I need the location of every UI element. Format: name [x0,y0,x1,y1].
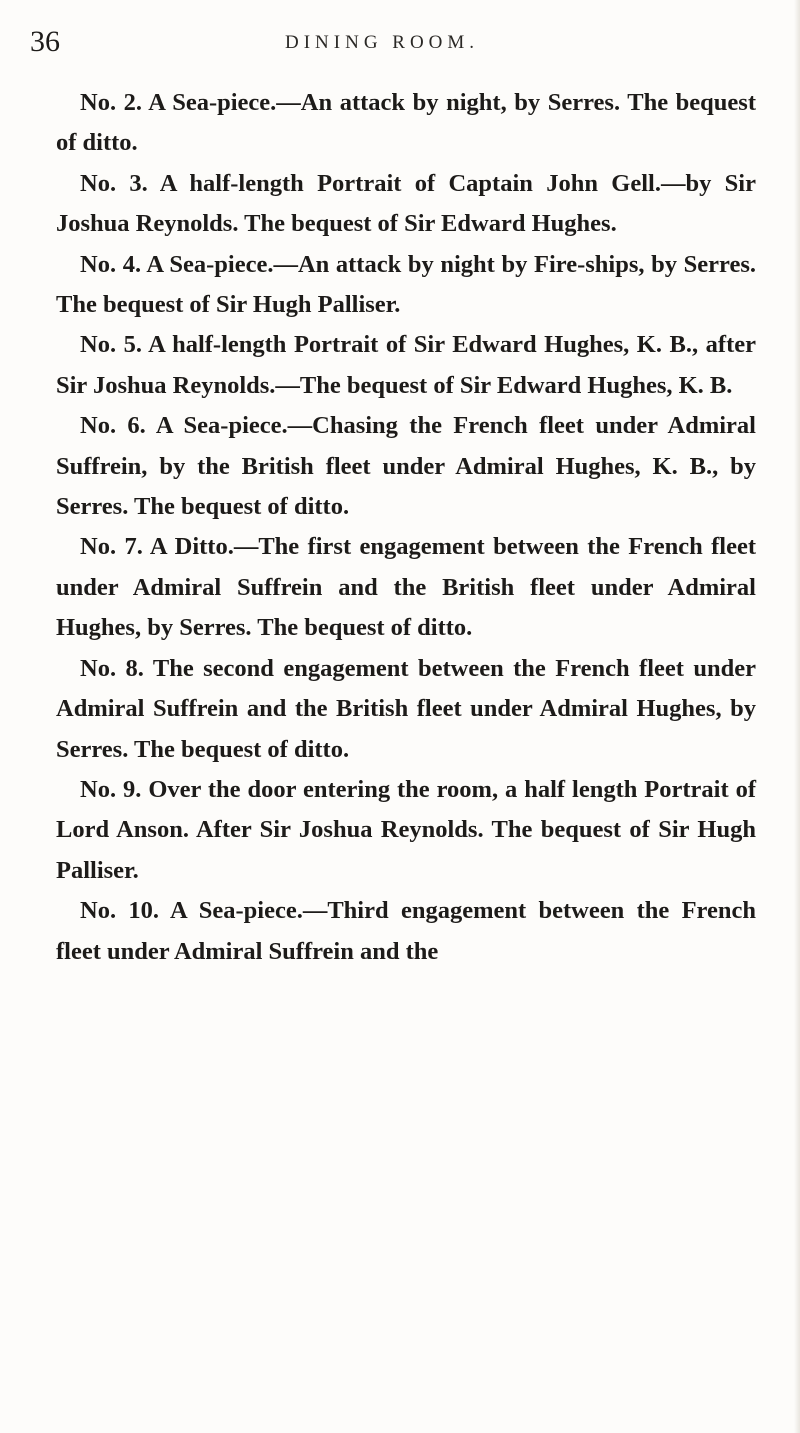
entry-text: No. 6. A Sea-piece.—Chasing the French fleet under Admiral Suffrein, by the British fleet under Admiral Hughes, K. B., by Serres. The bequest of ditto. [56,412,756,521]
entry-text: No. 3. A half-length Portrait of Captain John Gell.—by Sir Joshua Reynolds. The bequest of Sir Edward Hughes. [56,169,756,238]
entry-text: No. 5. A half-length Portrait of Sir Edward Hughes, K. B., after Sir Joshua Reynolds.—The bequest of Sir Edward Hughes, K. B. [56,331,756,399]
page-header [0,22,800,62]
catalogue-entry [56,770,756,891]
entry-text: No. 2. A Sea-piece.—An attack by night, by Serres. The bequest of ditto. [56,89,756,157]
entry-text: No. 4. A Sea-piece.—An attack by night by Fire-ships, by Serres. The bequest of Sir Hugh Palliser. [56,250,756,319]
catalogue-entry [56,649,756,770]
entry-text: No. 8. The second engagement between the French fleet under Admiral Suffrein and the British fleet under Admiral Hughes, by Serres. The bequest of ditto. [56,654,756,763]
catalogue-entry [56,406,756,527]
page-number: 36 [30,25,60,58]
catalogue-entry [56,245,756,326]
catalogue-entry [56,325,756,406]
entry-text: No. 9. Over the door entering the room, a half length Portrait of Lord Anson. After Sir Joshua Reynolds. The bequest of Sir Hugh Palliser. [56,775,756,884]
page-edge-shadow [794,0,800,1433]
entry-text: No. 7. A Ditto.—The first engagement between the French fleet under Admiral Suffrein and the British fleet under Admiral Hughes, by Serres. The bequest of ditto. [56,533,756,642]
catalogue-entry [56,83,756,164]
catalogue-text [56,83,756,972]
entry-text: No. 10. A Sea-piece.—Third engagement between the French fleet under Admiral Suffrein and the [56,897,756,965]
catalogue-entry [56,164,756,245]
catalogue-entry [56,527,756,648]
catalogue-entry [56,891,756,972]
running-head: DINING ROOM. [285,32,480,53]
